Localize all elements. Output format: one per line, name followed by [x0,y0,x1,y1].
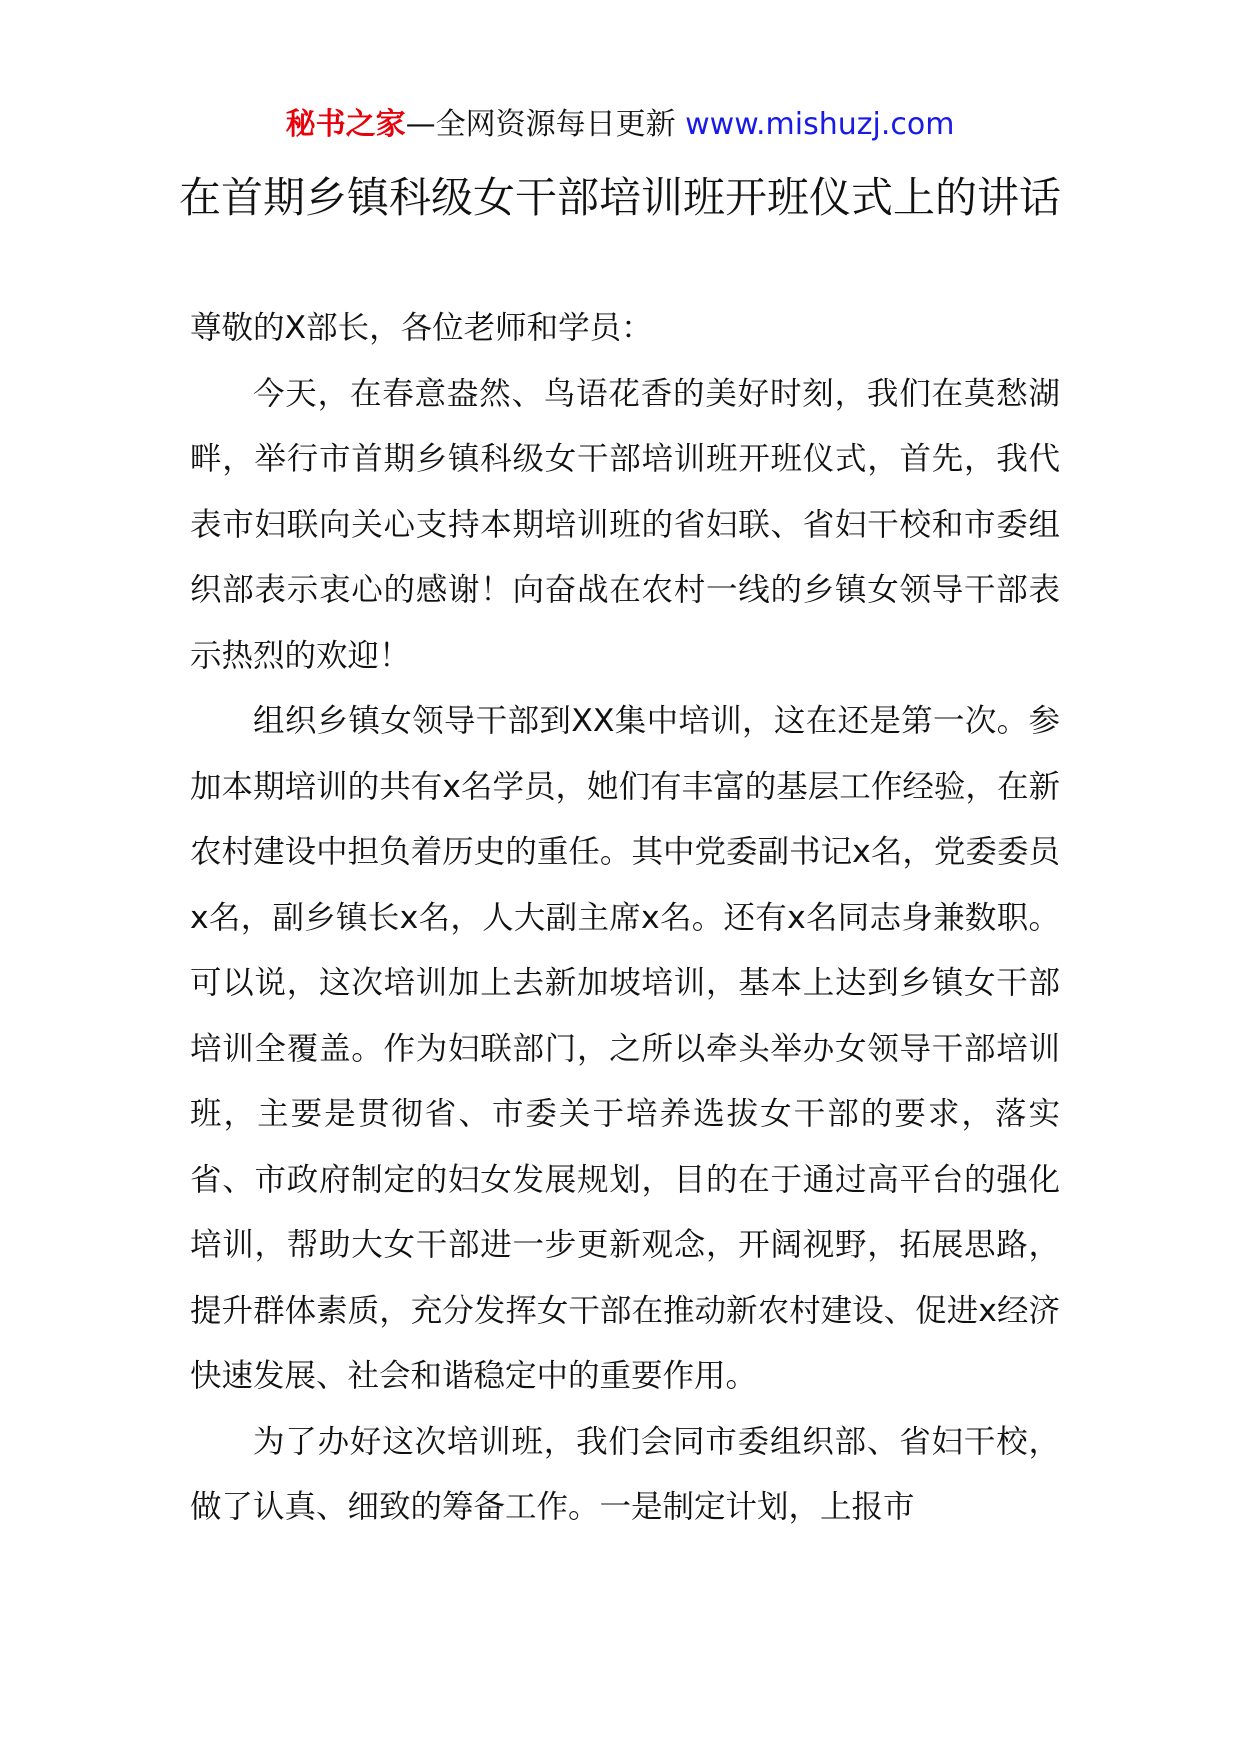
paragraph: 组织乡镇女领导干部到XX集中培训，这在还是第一次。参加本期培训的共有x名学员，她们有丰富的基层工作经验，在新农村建设中担负着历史的重任。其中党委副书记x名，党委委员x名，副乡镇长x名，人大副主席x名。还有x名同志身兼数职。可以说，这次培训加上去新加坡培训，基本上达到乡镇女干部培训全覆盖。作为妇联部门，之所以牵头举办女领导干部培训班，主要是贯彻省、市委关于培养选拔女干部的要求，落实省、市政府制定的妇女发展规划，目的在于通过高平台的强化培训，帮助大女干部进一步更新观念，开阔视野，拓展思路，提升群体素质，充分发挥女干部在推动新农村建设、促进x经济快速发展、社会和谐稳定中的重要作用。 [190,703,1060,1394]
document-body [190,296,1060,1541]
site-url-link[interactable]: www.mishuzj.com [685,107,955,142]
header-slogan: —全网资源每日更新 [405,107,686,142]
site-header [0,100,1240,150]
paragraph: 为了办好这次培训班，我们会同市委组织部、省妇干校，做了认真、细致的筹备工作。一是制定计划，上报市 [190,1423,1060,1525]
paragraph: 今天，在春意盎然、鸟语花香的美好时刻，我们在莫愁湖畔，举行市首期乡镇科级女干部培训班开班仪式，首先，我代表市妇联向关心支持本期培训班的省妇联、省妇干校和市委组织部表示衷心的感谢！向奋战在农村一线的乡镇女领导干部表示热烈的欢迎！ [190,375,1060,674]
document-title: 在首期乡镇科级女干部培训班开班仪式上的讲话 [178,173,1061,222]
brand-name: 秘书之家 [285,107,406,142]
salutation: 尊敬的X部长，各位老师和学员： [190,310,653,346]
